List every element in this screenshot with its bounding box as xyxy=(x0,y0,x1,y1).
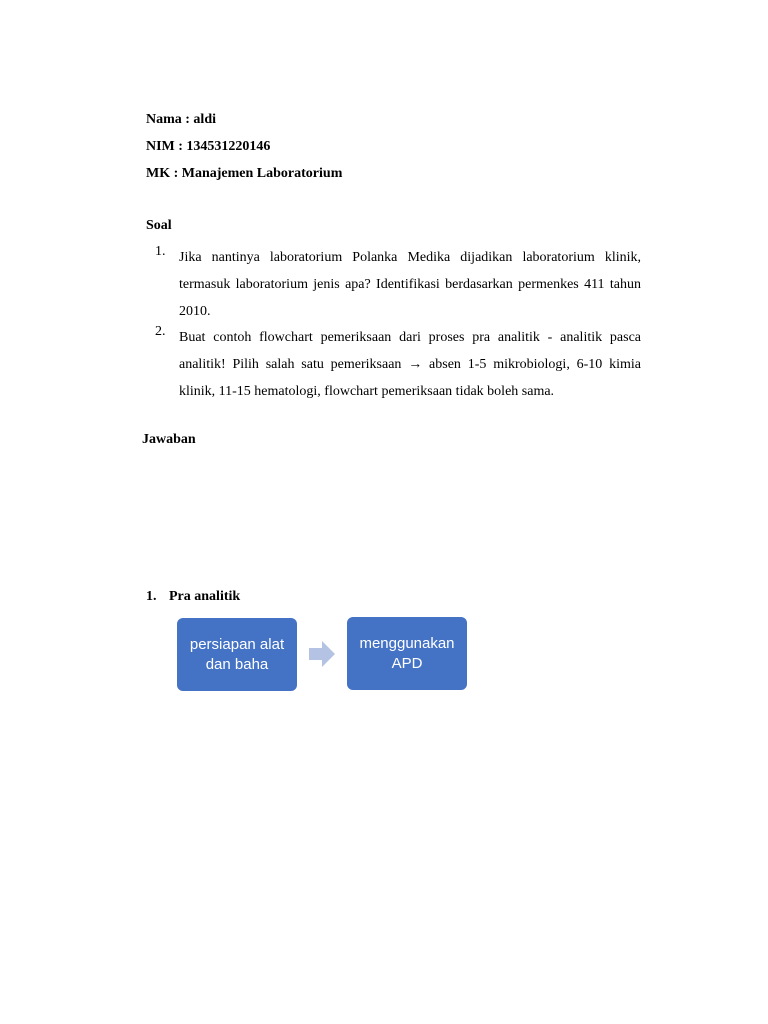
soal-heading: Soal xyxy=(146,218,172,233)
section-heading-pra-analitik xyxy=(146,589,240,605)
flow-step-line: persiapan alat xyxy=(189,635,285,653)
question-number: 2. xyxy=(155,324,166,339)
arrow-right-icon xyxy=(309,641,335,667)
course-name: MK : Manajemen Laboratorium xyxy=(146,166,343,181)
question-number: 1. xyxy=(155,244,166,259)
question-text: Jika nantinya laboratorium Polanka Medika dijadikan laboratorium klinik, termasuk laboratorium jenis apa? Identifikasi berdasarkan permenkes 411 tahun 2010. xyxy=(179,250,641,319)
section-number: 1. xyxy=(146,589,157,604)
question-text: Buat contoh flowchart pemeriksaan dari proses pra analitik - analitik pasca analitik! Pilih salah satu pemeriksaan → absen 1-5 mikrobiologi, 6-10 kimia klinik, 11-15 hematologi, flowchart pemeriksaan tidak boleh sama. xyxy=(179,330,641,399)
jawaban-heading: Jawaban xyxy=(142,432,196,447)
student-nim: NIM : 134531220146 xyxy=(146,139,271,154)
flowchart-step-persiapan xyxy=(177,618,297,691)
section-title: Pra analitik xyxy=(169,589,241,604)
flow-step-line: dan baha xyxy=(205,655,269,673)
flow-step-line: APD xyxy=(391,654,423,672)
student-name: Nama : aldi xyxy=(146,112,216,127)
flow-step-line: menggunakan xyxy=(359,634,455,652)
flowchart-step-apd xyxy=(347,617,467,690)
